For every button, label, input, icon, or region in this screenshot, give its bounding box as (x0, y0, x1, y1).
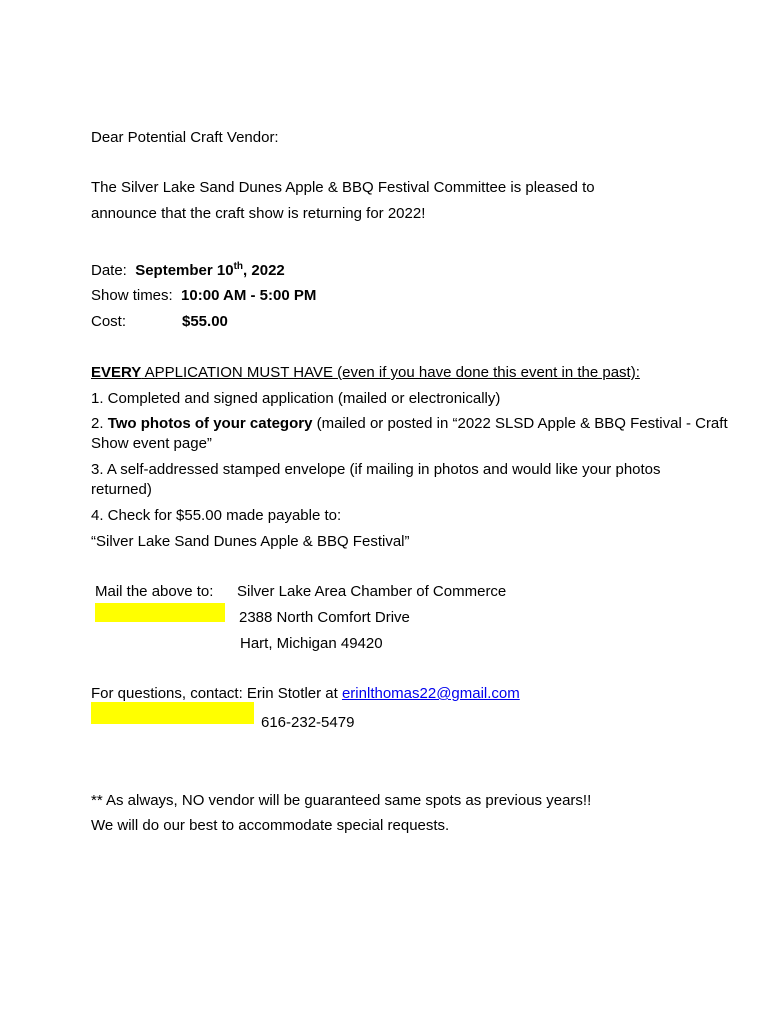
times-value: 10:00 AM - 5:00 PM (181, 287, 317, 304)
closing-line-2: We will do our best to accommodate special requests. (91, 817, 450, 834)
requirement-item-3: 3. A self-addressed stamped envelope (if mailing in photos and would like your photos (91, 461, 661, 478)
mail-address-line-1: Silver Lake Area Chamber of Commerce (237, 583, 507, 600)
intro-line-2: announce that the craft show is returning for 2022! (91, 205, 426, 222)
highlight-box-mail (95, 603, 225, 622)
contact-row (91, 684, 520, 704)
requirements-heading: EVERY APPLICATION MUST HAVE (even if you have done this event in the past): (91, 364, 640, 381)
contact-name: Erin Stotler at (246, 685, 338, 702)
mail-address-line-3: Hart, Michigan 49420 (240, 635, 383, 652)
times-label: Show times: (91, 287, 173, 304)
closing-line-1: ** As always, NO vendor will be guaranteed same spots as previous years!! (91, 792, 592, 809)
times-row (91, 286, 316, 306)
greeting: Dear Potential Craft Vendor: (91, 129, 279, 146)
mail-address-line-2: 2388 North Comfort Drive (239, 609, 410, 626)
requirement-item-1: 1. Completed and signed application (mailed or electronically) (91, 390, 501, 407)
date-row (91, 261, 285, 281)
requirement-item-2-cont: Show event page” (91, 435, 212, 452)
requirement-item-3-cont: returned) (91, 481, 152, 498)
cost-label: Cost: (91, 313, 127, 330)
date-label: Date: (91, 262, 127, 279)
date-value: September 10th, 2022 (135, 261, 285, 279)
highlight-box-contact (91, 702, 254, 724)
intro-line-1: The Silver Lake Sand Dunes Apple & BBQ Festival Committee is pleased to (91, 179, 595, 196)
requirement-item-2: 2. Two photos of your category (mailed or posted in “2022 SLSD Apple & BBQ Festival - Craft (91, 415, 728, 432)
contact-phone: 616-232-5479 (261, 714, 355, 731)
contact-label: For questions, contact: (91, 685, 243, 702)
cost-value: $55.00 (182, 313, 228, 330)
payee-name: “Silver Lake Sand Dunes Apple & BBQ Festival” (91, 533, 410, 550)
contact-email-link[interactable]: erinlthomas22@gmail.com (341, 685, 520, 702)
mail-label: Mail the above to: (95, 583, 214, 600)
requirement-item-4: 4. Check for $55.00 made payable to: (91, 507, 342, 524)
